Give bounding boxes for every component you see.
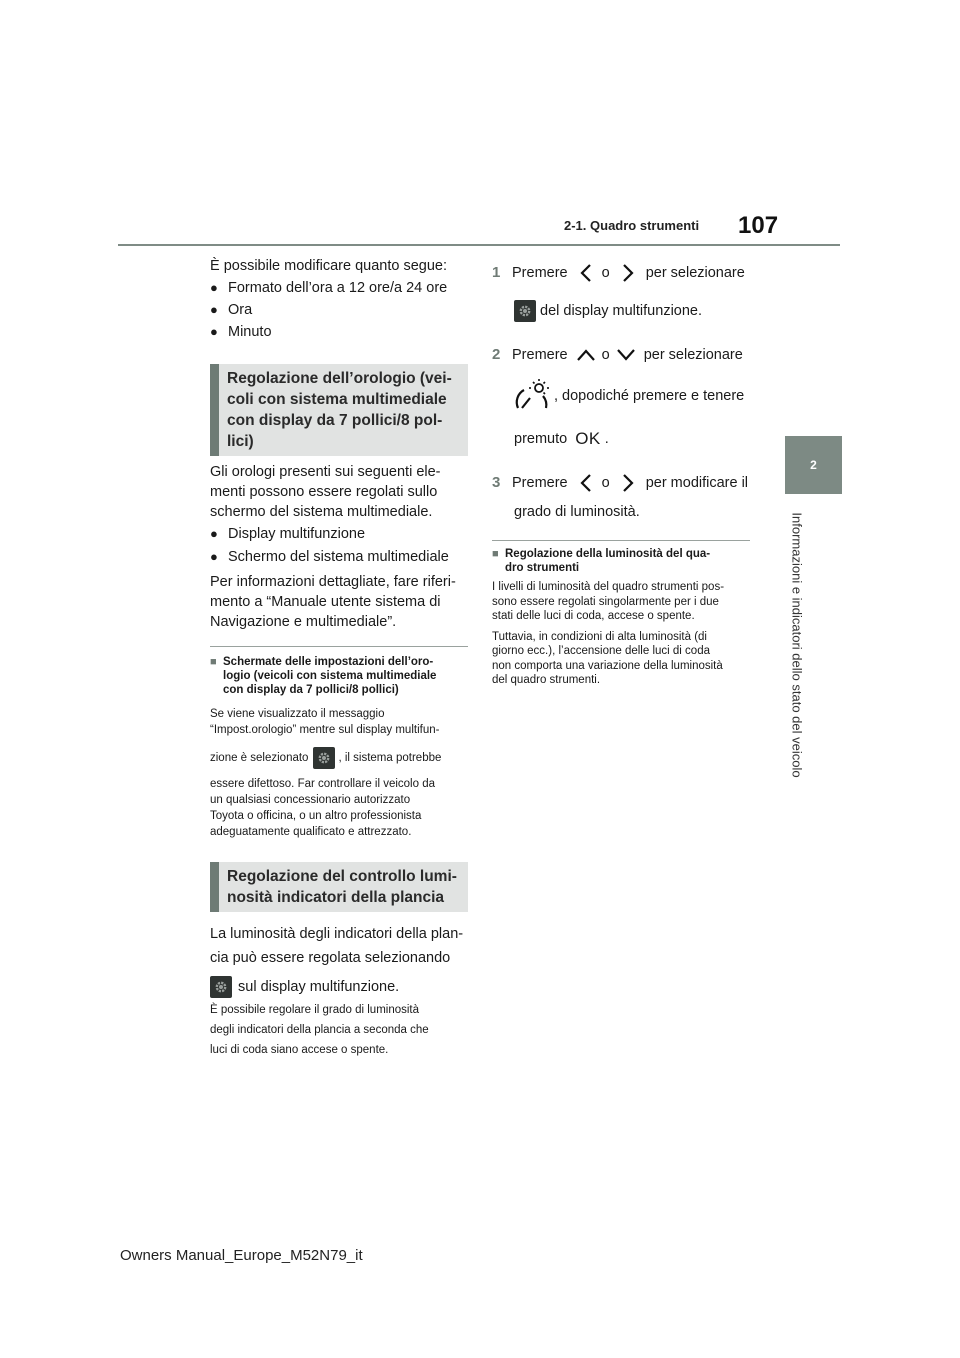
clock-more: Per informazioni dettagliate, fare riferi- mento a “Manuale utente sistema di Navigazione e multimediale”. [210,574,456,630]
chevron-right-icon [616,472,638,494]
step-3: 3 Premere o per modificare il [492,470,762,496]
gear-icon [313,747,335,769]
step-1: 1 Premere o per selezionare [492,260,762,286]
header-divider [118,244,840,246]
chevron-left-icon [576,262,598,284]
step-2-cont: , dopodiché premere e tenere [492,376,762,416]
note-body-clock-screens: Se viene visualizzato il messaggio “Impost.orologio” mentre sul display multifun- zione è selezionato , il sistema potrebbe essere difettoso. Far controllare il veicolo da un qualsiasi concessionario autorizzato Toyota o officina, o un altro professionista adeguatamente qualificato e attrezzato. [210,708,442,838]
section-reference: 2-1. Quadro strumenti [564,218,700,233]
gear-icon [514,300,536,322]
footer-text: Owners Manual_Europe_M52N79_it [120,1247,363,1264]
brightness-note: È possibile regolare il grado di luminosità degli indicatori della plancia a seconda che luci di coda siano accese o spente. [210,1004,429,1056]
brightness-body: La luminosità degli indicatori della plan- cia può essere regolata selezionando sul display multifunzione. [210,922,472,1002]
note-body-meter-brightness: I livelli di luminosità del quadro strumenti pos- sono essere regolati singolarmente per i due stati delle luci di coda, accese o spente. Tuttavia, in condizioni di alta luminosità (di giorno ecc.), l’accensione delle luci di coda non comporta una variazione della luminosità del quadro strumenti. [492,581,725,686]
note-heading-clock-screens: ■ Schermate delle impostazioni dell’oro- logio (veicoli con sistema multimediale con display da 7 pollici/8 pollici) [210,656,437,696]
list-item: ● Formato dell’ora a 12 ore/a 24 ore [210,280,448,296]
section-heading-clock: Regolazione dell’orologio (vei- coli con sistema multimediale con display da 7 pollici/8 pol- lici) [210,364,468,456]
chevron-left-icon [576,472,598,494]
chevron-down-icon [614,345,638,365]
ok-icon: OK [575,429,601,448]
clock-body: Gli orologi presenti sui seguenti ele- menti possono essere regolati sullo schermo del sistema multimediale. [210,464,441,520]
chapter-number: 2 [810,458,817,472]
step-3-cont: grado di luminosità. [514,504,640,520]
note-heading-meter-brightness: ■ Regolazione della luminosità del qua- dro strumenti [492,548,711,574]
chevron-up-icon [574,345,598,365]
step-2: 2 Premere o per selezionare [492,346,743,363]
chevron-right-icon [616,262,638,284]
meter-brightness-icon [512,378,552,414]
section-heading-brightness: Regolazione del controllo lumi- nosità indicatori della plancia [210,862,468,912]
chapter-tab [785,436,842,494]
clock-list [210,524,472,567]
list-item: ● Minuto [210,324,272,340]
step-2-cont2: premuto OK . [514,429,609,448]
chapter-title: Informazioni e indicatori dello stato del veicolo [789,512,805,778]
list-item: ● Ora [210,302,253,318]
note-divider [210,646,468,647]
step-1-cont: del display multifunzione. [492,296,762,326]
gear-icon [210,976,232,998]
steps [492,260,762,522]
list-item: ● Schermo del sistema multimediale [210,549,449,565]
intro-text: È possibile modificare quanto segue: [210,258,447,274]
note-divider [492,540,750,541]
page-number: 107 [738,212,779,239]
intro-list [210,278,470,342]
chapter-title-vertical [788,500,806,790]
list-item: ● Display multifunzione [210,526,366,542]
